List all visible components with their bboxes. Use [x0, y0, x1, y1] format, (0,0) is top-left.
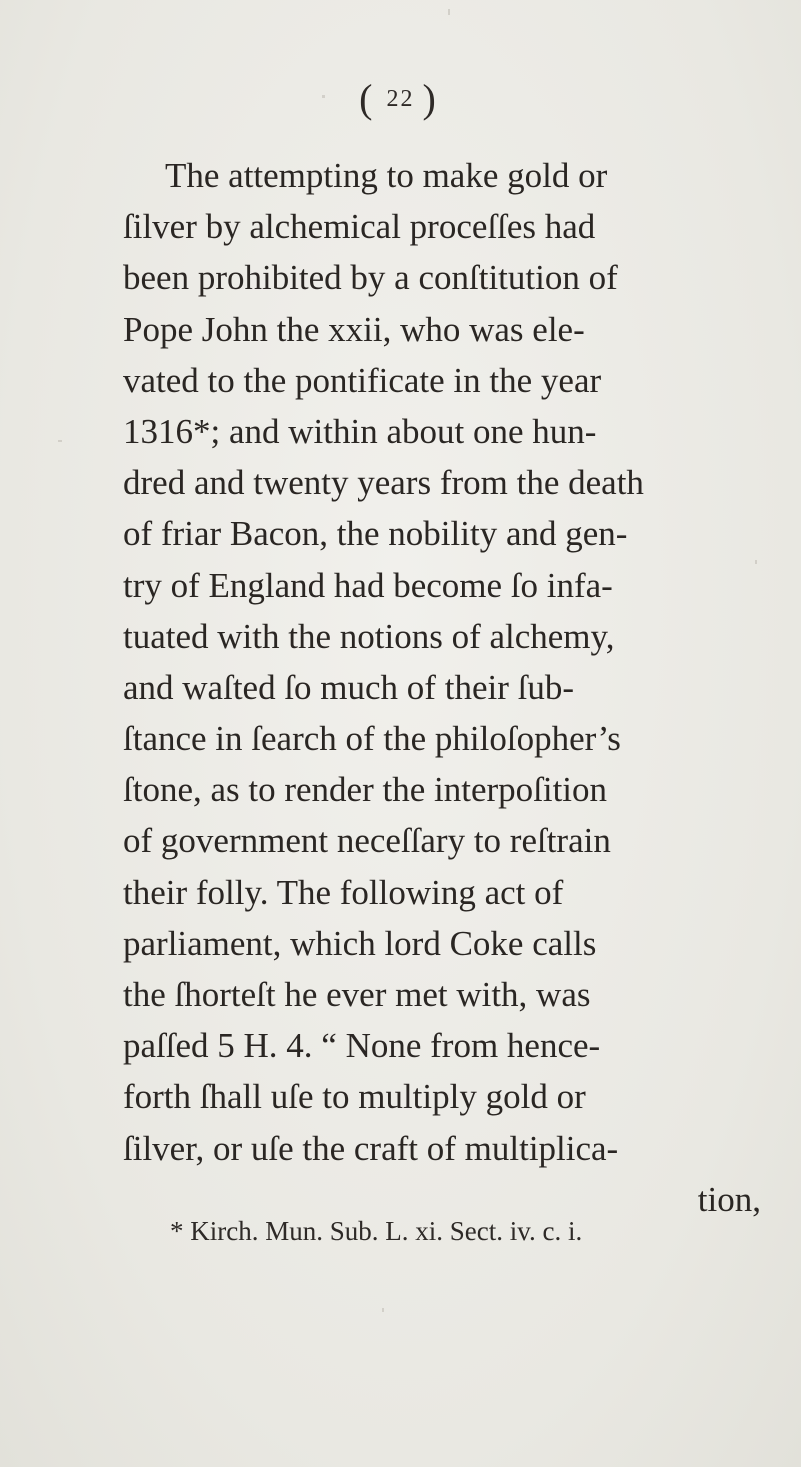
text-line: paſſed 5 H. 4. “ None from hence- [123, 1026, 601, 1066]
catchword-line: tion, [697, 1179, 761, 1219]
main-paragraph [123, 150, 773, 1225]
page-header [0, 75, 801, 122]
text-line: ſilver by alchemical proceſſes had [123, 207, 596, 247]
page-number: 22 [386, 86, 415, 112]
text-line: The attempting to make gold or [165, 156, 608, 195]
text-line: their folly. The following act of [123, 872, 564, 912]
footnote: * Kirch. Mun. Sub. L. xi. Sect. iv. c. i. [170, 1216, 583, 1246]
text-line: of friar Bacon, the nobility and gen- [123, 514, 628, 554]
text-line: parliament, which lord Coke calls [123, 923, 597, 963]
text-line: the ſhorteſt he ever met with, was [123, 975, 591, 1014]
text-line: ſtone, as to render the interpoſition [123, 770, 608, 810]
paper-speck [448, 9, 450, 15]
paper-speck [382, 1308, 384, 1312]
text-line: dred and twenty years from the death [123, 463, 644, 503]
paper-speck [755, 560, 757, 564]
text-line: vated to the pontificate in the year [123, 360, 602, 400]
text-line: and waſted ſo much of their ſub- [123, 667, 574, 707]
text-line: 1316*; and within about one hun- [123, 411, 597, 451]
header-open-paren: ( [359, 76, 379, 121]
text-line: Pope John the xxii, who was ele- [123, 309, 585, 349]
text-line: of government neceſſary to reſtrain [123, 821, 611, 861]
text-line: try of England had become ſo infa- [123, 565, 613, 605]
text-line: forth ſhall uſe to multiply gold or [123, 1077, 586, 1117]
header-close-paren: ) [422, 76, 442, 121]
text-line: tuated with the notions of alchemy, [123, 616, 615, 656]
text-line: been prohibited by a conſtitution of [123, 258, 618, 298]
paper-speck [58, 440, 62, 442]
paper-speck [322, 95, 325, 98]
text-line: ſilver, or uſe the craft of multiplica- [123, 1128, 619, 1168]
text-line: ſtance in ſearch of the philoſopher’s [123, 719, 621, 759]
